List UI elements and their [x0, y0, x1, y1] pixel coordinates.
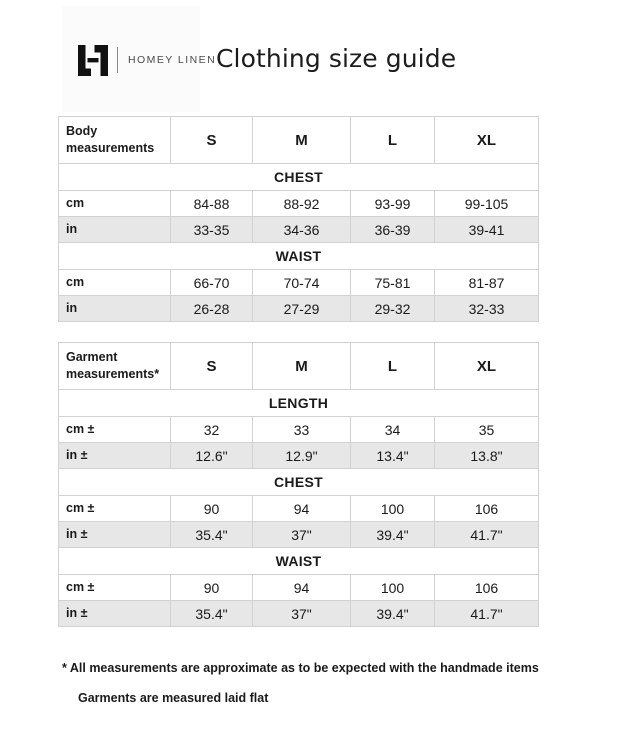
section-header-row	[59, 243, 539, 270]
size-column-header-m: M	[253, 117, 351, 164]
unit-label: in	[59, 296, 171, 322]
logo-divider	[117, 47, 118, 73]
table-row	[59, 270, 539, 296]
measurement-value-l: 34	[351, 417, 435, 443]
section-title: LENGTH	[59, 390, 539, 417]
measurement-value-l: 39.4"	[351, 601, 435, 627]
section-title: WAIST	[59, 548, 539, 575]
size-column-header-l: L	[351, 343, 435, 390]
measurement-value-xl: 41.7"	[435, 601, 539, 627]
measurement-value-l: 100	[351, 496, 435, 522]
measurement-value-m: 33	[253, 417, 351, 443]
measurement-value-s: 66-70	[171, 270, 253, 296]
table-row	[59, 522, 539, 548]
measurement-value-m: 37"	[253, 601, 351, 627]
table-row	[59, 191, 539, 217]
unit-label: cm ±	[59, 496, 171, 522]
measurement-value-m: 37"	[253, 522, 351, 548]
footnote-line: * All measurements are approximate as to be expected with the handmade items	[62, 661, 539, 675]
measurement-value-l: 29-32	[351, 296, 435, 322]
footnote-line: Garments are measured laid flat	[78, 691, 269, 705]
measurement-value-l: 39.4"	[351, 522, 435, 548]
lh-monogram-icon	[78, 45, 108, 76]
size-column-header-s: S	[171, 117, 253, 164]
measurement-value-m: 94	[253, 496, 351, 522]
table-header-label: Garment measurements*	[59, 343, 171, 390]
table-row	[59, 443, 539, 469]
table-row	[59, 496, 539, 522]
section-header-row	[59, 164, 539, 191]
measurement-value-xl: 32-33	[435, 296, 539, 322]
size-column-header-l: L	[351, 117, 435, 164]
measurement-value-m: 12.9"	[253, 443, 351, 469]
measurement-value-s: 33-35	[171, 217, 253, 243]
body-measurements-table	[58, 116, 539, 322]
measurement-value-xl: 81-87	[435, 270, 539, 296]
measurement-value-s: 84-88	[171, 191, 253, 217]
section-title: CHEST	[59, 469, 539, 496]
measurement-value-xl: 39-41	[435, 217, 539, 243]
table-row	[59, 575, 539, 601]
measurement-value-s: 32	[171, 417, 253, 443]
measurement-value-m: 34-36	[253, 217, 351, 243]
table-row	[59, 217, 539, 243]
unit-label: cm	[59, 191, 171, 217]
brand-name: HOMEY LINEN	[128, 54, 217, 66]
measurement-value-xl: 106	[435, 496, 539, 522]
table-header-row	[59, 343, 539, 390]
unit-label: in	[59, 217, 171, 243]
measurement-value-s: 12.6"	[171, 443, 253, 469]
body-table-body	[59, 117, 539, 322]
section-header-row	[59, 469, 539, 496]
measurement-value-s: 35.4"	[171, 522, 253, 548]
page-title: Clothing size guide	[216, 44, 457, 73]
measurement-value-l: 100	[351, 575, 435, 601]
table-row	[59, 296, 539, 322]
size-column-header-m: M	[253, 343, 351, 390]
garment-measurements-table	[58, 342, 539, 627]
table-row	[59, 417, 539, 443]
measurement-value-m: 27-29	[253, 296, 351, 322]
measurement-value-xl: 106	[435, 575, 539, 601]
unit-label: cm ±	[59, 417, 171, 443]
size-column-header-xl: XL	[435, 343, 539, 390]
section-title: CHEST	[59, 164, 539, 191]
table-header-row	[59, 117, 539, 164]
unit-label: cm	[59, 270, 171, 296]
garment-table-body	[59, 343, 539, 627]
brand-logo	[78, 44, 216, 76]
table-header-label: Body measurements	[59, 117, 171, 164]
measurement-value-s: 26-28	[171, 296, 253, 322]
measurement-value-xl: 41.7"	[435, 522, 539, 548]
unit-label: in ±	[59, 443, 171, 469]
footnotes	[62, 653, 562, 713]
measurement-value-xl: 35	[435, 417, 539, 443]
section-header-row	[59, 390, 539, 417]
section-header-row	[59, 548, 539, 575]
measurement-value-xl: 99-105	[435, 191, 539, 217]
measurement-value-m: 94	[253, 575, 351, 601]
measurement-value-l: 93-99	[351, 191, 435, 217]
unit-label: cm ±	[59, 575, 171, 601]
measurement-value-m: 70-74	[253, 270, 351, 296]
measurement-value-s: 90	[171, 496, 253, 522]
measurement-value-m: 88-92	[253, 191, 351, 217]
measurement-value-s: 90	[171, 575, 253, 601]
measurement-value-xl: 13.8"	[435, 443, 539, 469]
size-column-header-xl: XL	[435, 117, 539, 164]
measurement-value-l: 36-39	[351, 217, 435, 243]
measurement-value-s: 35.4"	[171, 601, 253, 627]
unit-label: in ±	[59, 522, 171, 548]
section-title: WAIST	[59, 243, 539, 270]
measurement-value-l: 13.4"	[351, 443, 435, 469]
table-row	[59, 601, 539, 627]
measurement-value-l: 75-81	[351, 270, 435, 296]
unit-label: in ±	[59, 601, 171, 627]
page-header	[0, 0, 620, 112]
size-column-header-s: S	[171, 343, 253, 390]
